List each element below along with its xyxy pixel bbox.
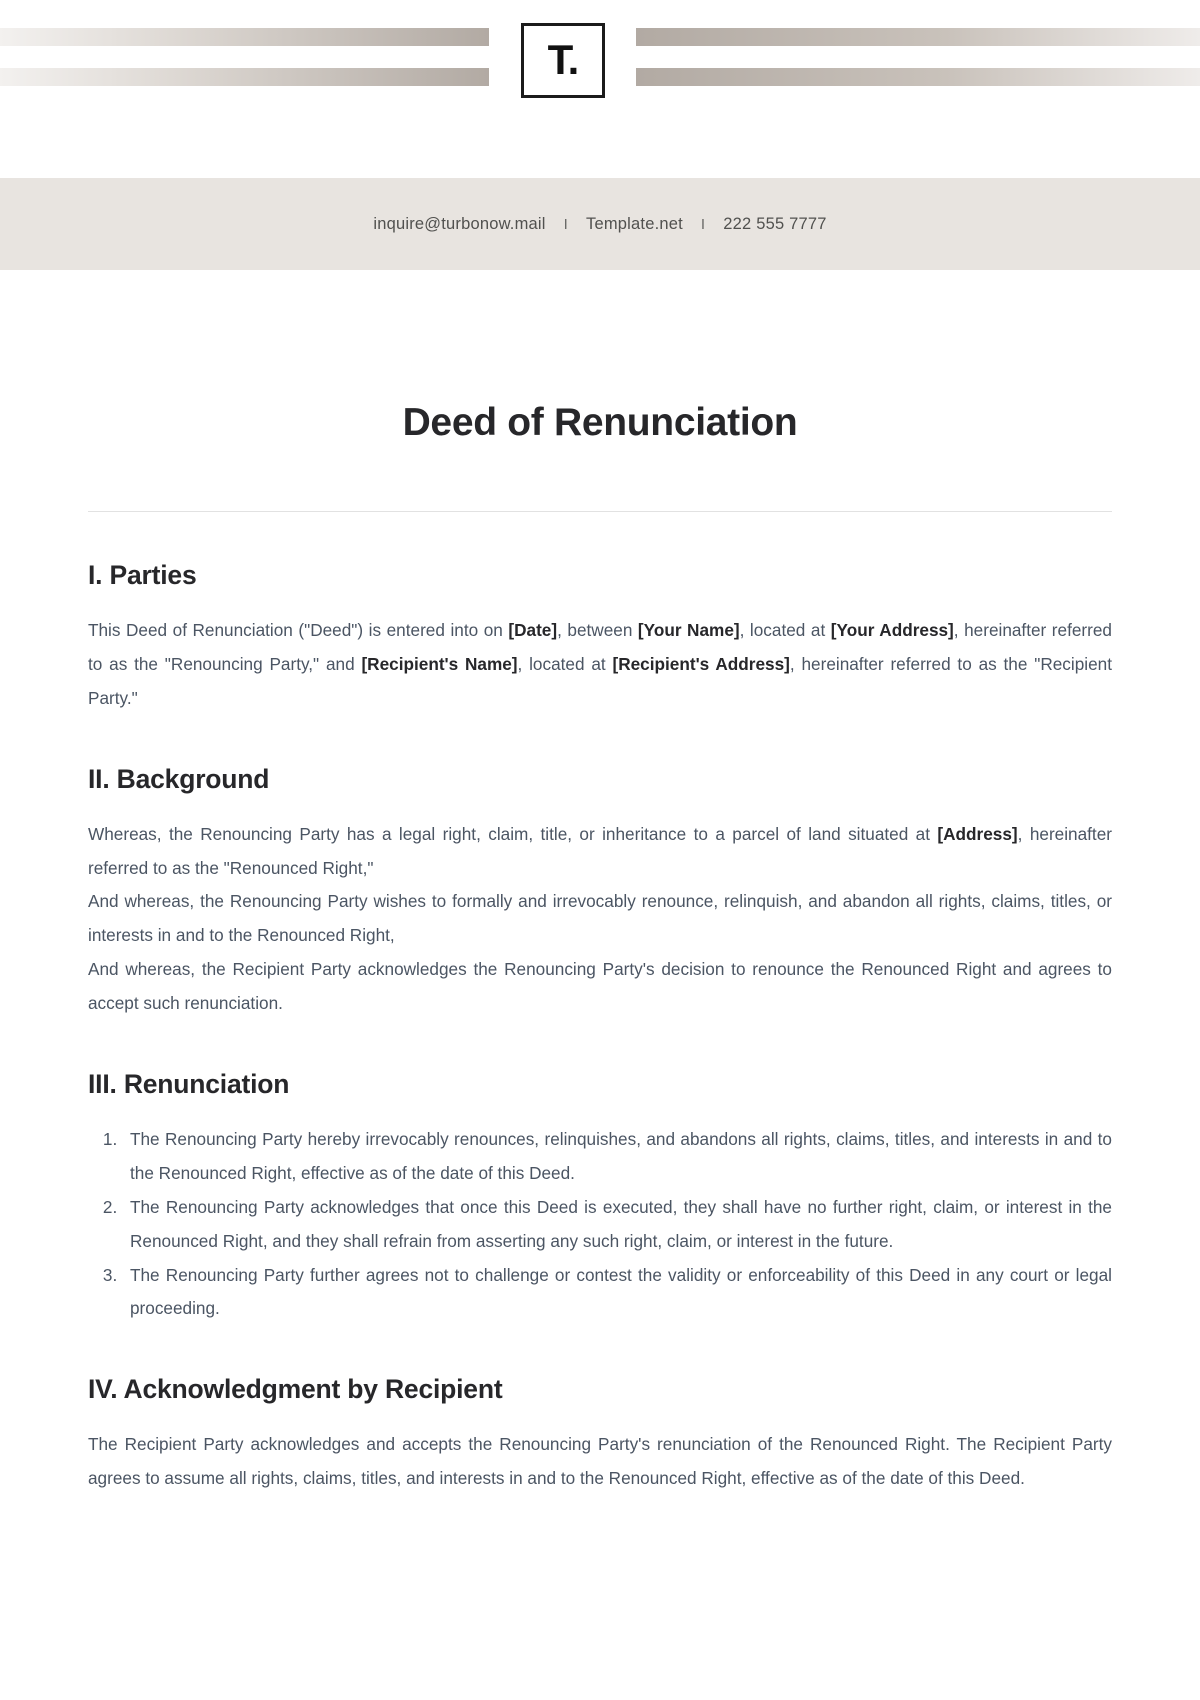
placeholder-address: [Address] bbox=[937, 823, 1018, 844]
list-item: 1. The Renouncing Party hereby irrevocably renounces, relinquishes, and abandons all rights, claims, titles, and interests in and to the Renounced Right, effective as of the date of this Deed. bbox=[122, 1123, 1112, 1191]
renunciation-list bbox=[88, 1123, 1112, 1326]
contact-phone: 222 555 7777 bbox=[723, 214, 827, 233]
placeholder-your-name: [Your Name] bbox=[637, 619, 740, 640]
title-divider bbox=[88, 511, 1112, 512]
template-net-logo-icon: T. bbox=[547, 35, 579, 83]
contact-website: Template.net bbox=[586, 214, 683, 233]
section-heading-parties: I. Parties bbox=[88, 559, 197, 590]
contact-email: inquire@turbonow.mail bbox=[373, 214, 546, 233]
decorative-bar-right-bottom bbox=[636, 68, 1200, 86]
logo-box bbox=[521, 23, 605, 98]
page-title: Deed of Renunciation bbox=[402, 401, 798, 444]
letterhead bbox=[0, 0, 1200, 178]
contact-separator-2: I bbox=[700, 215, 706, 233]
section-heading-acknowledgment: IV. Acknowledgment by Recipient bbox=[88, 1374, 503, 1405]
decorative-bar-left-top bbox=[0, 28, 489, 46]
section-paragraph-background-2: And whereas, the Renouncing Party wishes to formally and irrevocably renounce, relinquish, and abandon all rights, claims, titles, or interests in and to the Renounced Right, bbox=[88, 891, 1112, 946]
contact-inner bbox=[373, 215, 826, 234]
decorative-bar-right-top bbox=[636, 28, 1200, 46]
contact-strip bbox=[0, 178, 1200, 270]
list-item: 2. The Renouncing Party acknowledges that once this Deed is executed, they shall have no further right, claim, or interest in the Renounced Right, and they shall refrain from asserting any such right, claim, or interest in the future. bbox=[122, 1191, 1112, 1259]
contact-separator-1: I bbox=[563, 215, 569, 233]
list-item: 3. The Renouncing Party further agrees not to challenge or contest the validity or enforceability of this Deed in any court or legal proceeding. bbox=[122, 1259, 1112, 1327]
section-paragraph-parties: This Deed of Renunciation ("Deed") is entered into on [Date], between [Your Name], located at [Your Address], hereinafter referred to as the "Renouncing Party," and [Recipient's Name], located at [Recipient's Address], hereinafter referred to as the "Recipient Party." bbox=[88, 619, 1112, 708]
placeholder-date: [Date] bbox=[508, 619, 558, 640]
section-paragraph-acknowledgment: The Recipient Party acknowledges and accepts the Renouncing Party's renunciation of the Renounced Right. The Recipient Party agrees to assume all rights, claims, titles, and interests in and to the Renounced Right, effective as of the date of this Deed. bbox=[88, 1434, 1112, 1489]
section-paragraph-background-1: Whereas, the Renouncing Party has a legal right, claim, title, or inheritance to a parcel of land situated at [Address], hereinafter referred to as the "Renounced Right," bbox=[88, 823, 1112, 878]
section-heading-renunciation: III. Renunciation bbox=[88, 1068, 290, 1099]
decorative-bar-left-bottom bbox=[0, 68, 489, 86]
section-paragraph-background-3: And whereas, the Recipient Party acknowledges the Renouncing Party's decision to renounce the Renounced Right and agrees to accept such renunciation. bbox=[88, 959, 1112, 1014]
section-heading-background: II. Background bbox=[88, 763, 270, 794]
placeholder-recipient-name: [Recipient's Name] bbox=[361, 653, 518, 674]
placeholder-recipient-address: [Recipient's Address] bbox=[612, 653, 790, 674]
document-body bbox=[0, 400, 1200, 1496]
placeholder-your-address: [Your Address] bbox=[830, 619, 954, 640]
